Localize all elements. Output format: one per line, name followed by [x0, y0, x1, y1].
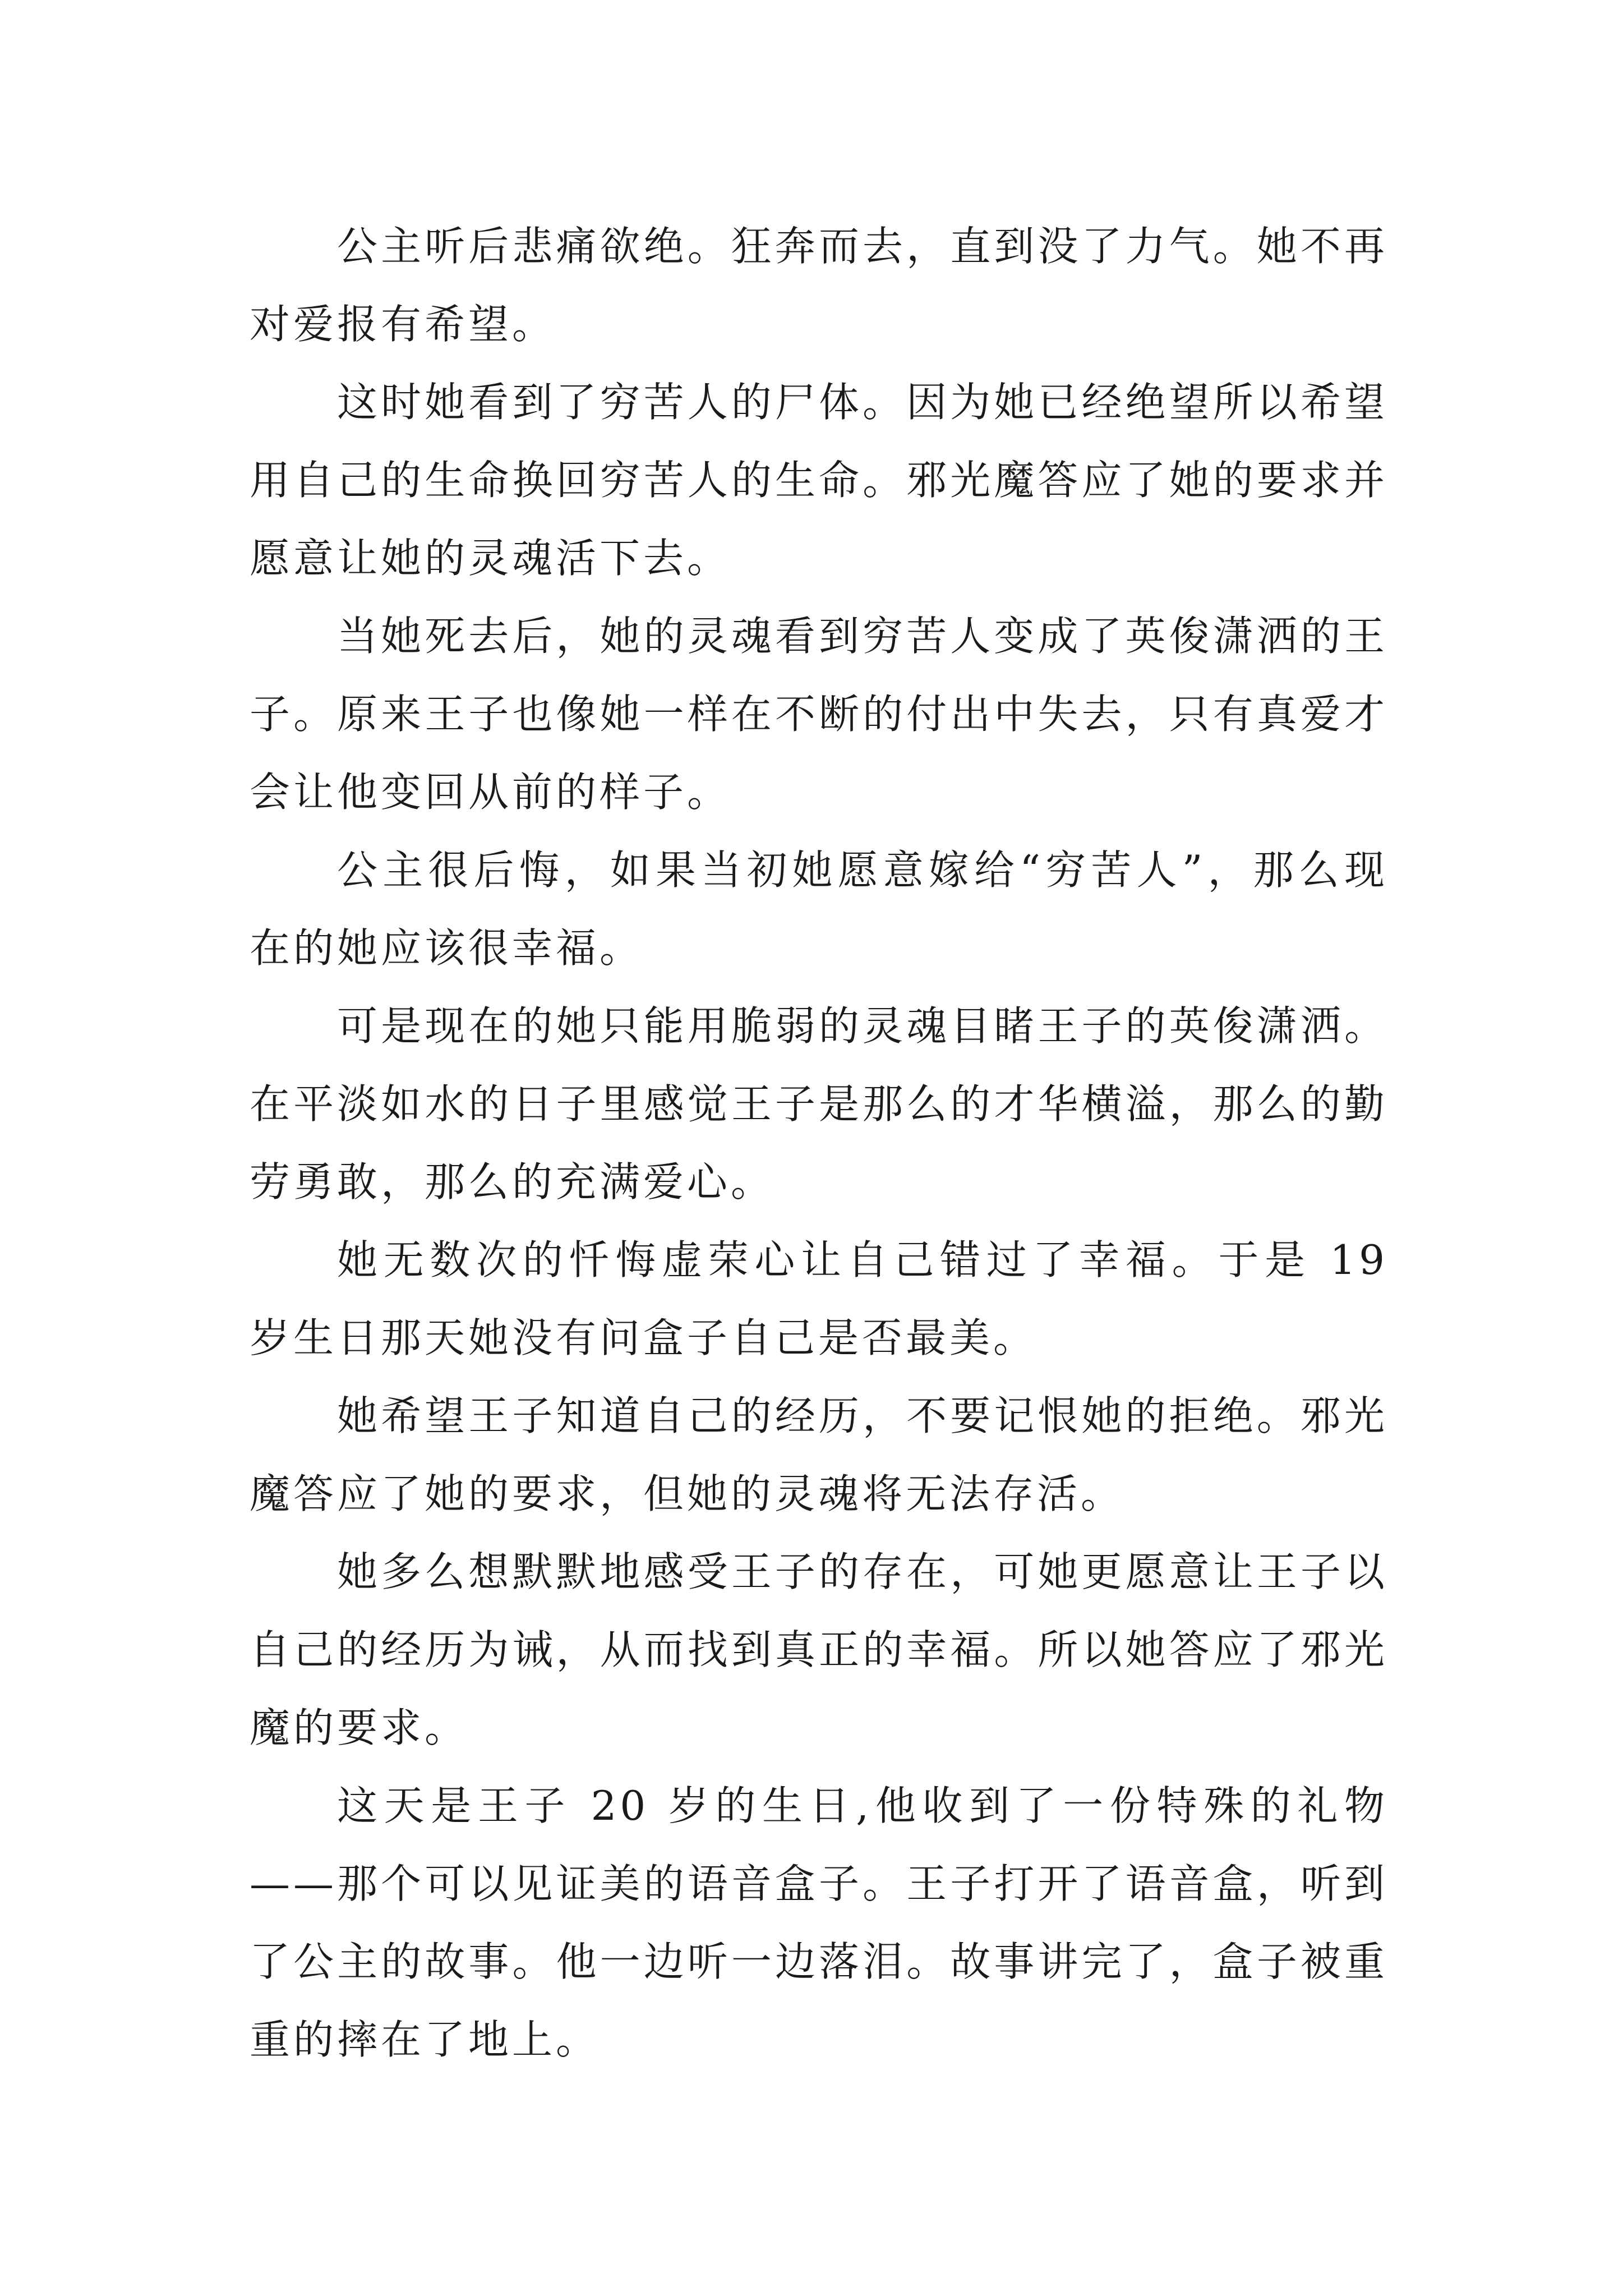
paragraph-3: 当她死去后，她的灵魂看到穷苦人变成了英俊潇洒的王子。原来王子也像她一样在不断的付出中失去，只有真爱才会让他变回从前的样子。 [250, 613, 1388, 816]
paragraph-2: 这时她看到了穷苦人的尸体。因为她已经绝望所以希望用自己的生命换回穷苦人的生命。邪光魔答应了她的要求并愿意让她的灵魂活下去。 [250, 379, 1388, 582]
paragraph-5: 可是现在的她只能用脆弱的灵魂目睹王子的英俊潇洒。在平淡如水的日子里感觉王子是那么的才华横溢，那么的勤劳勇敢，那么的充满爱心。 [250, 1002, 1388, 1205]
paragraph-8: 她多么想默默地感受王子的存在，可她更愿意让王子以自己的经历为诫，从而找到真正的幸福。所以她答应了邪光魔的要求。 [250, 1548, 1388, 1751]
paragraph-9: 这天是王子 20 岁的生日,他收到了一份特殊的礼物——那个可以见证美的语音盒子。王子打开了语音盒，听到了公主的故事。他一边听一边落泪。故事讲完了，盒子被重重的摔在了地上。 [250, 1782, 1388, 2063]
paragraph-4: 公主很后悔，如果当初她愿意嫁给“穷苦人”，那么现在的她应该很幸福。 [250, 846, 1388, 972]
paragraph-6: 她无数次的忏悔虚荣心让自己错过了幸福。于是 19 岁生日那天她没有问盒子自己是否最美。 [250, 1236, 1388, 1361]
body-text [250, 208, 1388, 2079]
paragraph-7: 她希望王子知道自己的经历，不要记恨她的拒绝。邪光魔答应了她的要求，但她的灵魂将无法存活。 [250, 1392, 1388, 1517]
paragraph-1: 公主听后悲痛欲绝。狂奔而去，直到没了力气。她不再对爱报有希望。 [250, 223, 1388, 348]
